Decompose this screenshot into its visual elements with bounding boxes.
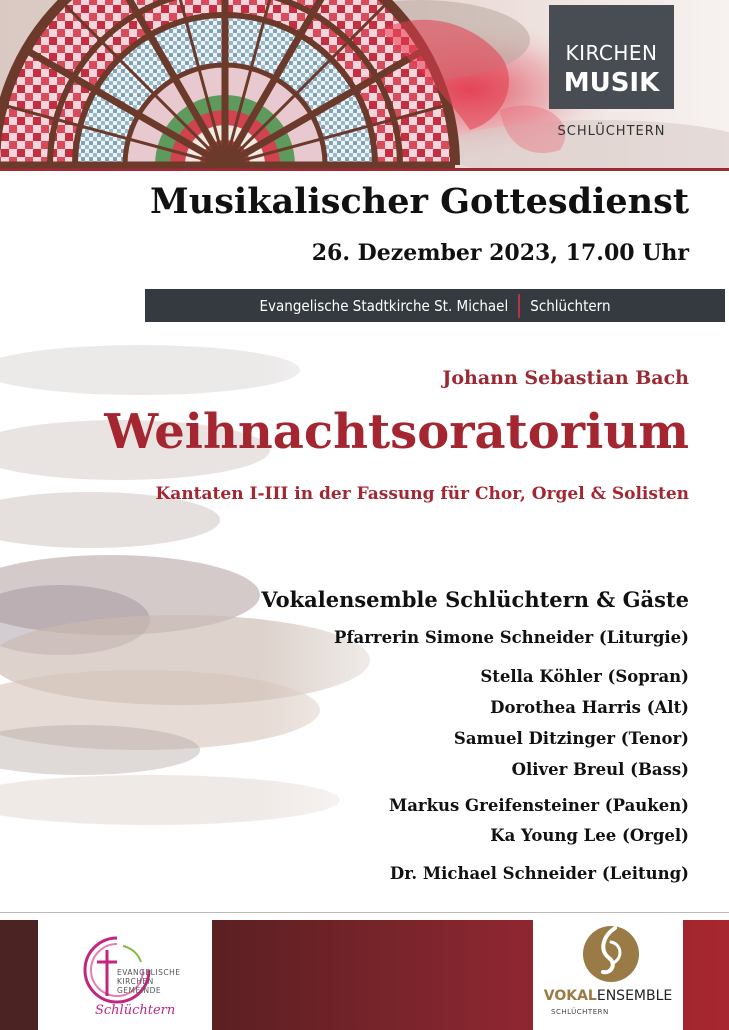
venue-separator bbox=[518, 294, 520, 318]
composer: Johann Sebastian Bach bbox=[442, 367, 689, 389]
work-title: Weihnachtsoratorium bbox=[104, 404, 689, 460]
venue-bar bbox=[145, 289, 725, 322]
vocal-logo-sub: SCHLÜCHTERN bbox=[551, 1008, 609, 1016]
event-title: Musikalischer Gottesdienst bbox=[150, 181, 689, 222]
performer-item: Stella Köhler (Sopran) bbox=[480, 667, 689, 686]
church-logo-line2: KIRCHEN bbox=[117, 977, 154, 986]
performer-item: Samuel Ditzinger (Tenor) bbox=[453, 729, 689, 748]
church-logo-line3: GEMEINDE bbox=[117, 986, 162, 995]
logo-subtitle: SCHLÜCHTERN bbox=[557, 124, 666, 139]
church-logo-town: Schlüchtern bbox=[95, 1003, 176, 1018]
vocalensemble-logo bbox=[533, 920, 683, 1030]
performer-item: Oliver Breul (Bass) bbox=[511, 760, 689, 779]
event-date: 26. Dezember 2023, 17.00 Uhr bbox=[311, 240, 689, 266]
logo-line2: MUSIK bbox=[563, 68, 660, 98]
church-logo-text bbox=[117, 968, 180, 995]
logo-line1: KIRCHEN bbox=[565, 41, 658, 65]
performer-item: Dorothea Harris (Alt) bbox=[490, 698, 689, 717]
performer-item: Pfarrerin Simone Schneider (Liturgie) bbox=[334, 628, 689, 647]
header-rule bbox=[0, 168, 729, 171]
church-logo-line1: EVANGELISCHE bbox=[117, 968, 181, 977]
venue-church: Evangelische Stadtkirche St. Michael bbox=[259, 296, 509, 315]
vocal-logo-name bbox=[533, 988, 683, 1004]
footer-rule bbox=[0, 912, 729, 913]
church-logo bbox=[45, 920, 205, 1030]
venue-town: Schlüchtern bbox=[530, 296, 611, 315]
work-subtitle: Kantaten I-III in der Fassung für Chor, Orgel & Solisten bbox=[155, 484, 689, 504]
vocal-logo-part1: VOKAL bbox=[543, 988, 597, 1004]
footer-left-strip bbox=[0, 920, 38, 1030]
ensemble: Vokalensemble Schlüchtern & Gäste bbox=[261, 587, 689, 612]
vocal-logo-part2: ENSEMBLE bbox=[596, 988, 673, 1004]
treble-clef-circle-icon bbox=[581, 922, 641, 984]
performer-item: Dr. Michael Schneider (Leitung) bbox=[389, 864, 689, 883]
kirchenmusik-logo bbox=[549, 5, 674, 109]
performer-item: Ka Young Lee (Orgel) bbox=[490, 826, 689, 845]
performer-item: Markus Greifensteiner (Pauken) bbox=[388, 796, 689, 815]
